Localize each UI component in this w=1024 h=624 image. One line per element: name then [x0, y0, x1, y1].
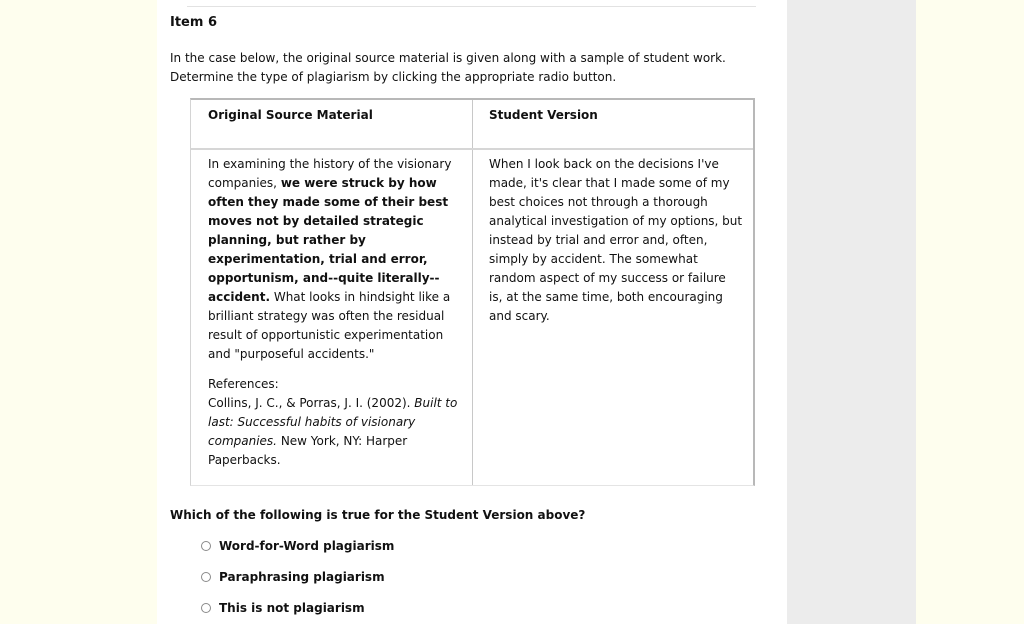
item-title: Item 6	[170, 15, 217, 30]
original-source-text	[208, 155, 460, 364]
instructions	[170, 49, 750, 87]
reference-publisher: New York, NY: Harper Paperbacks.	[208, 434, 408, 467]
question-text: Which of the following is true for the Student Version above?	[170, 508, 586, 522]
instructions-line-2: Determine the type of plagiarism by clicking the appropriate radio button.	[170, 70, 617, 84]
reference-citation	[208, 394, 460, 470]
original-text-emphasis: we were struck by how often they made some of their best moves not by detailed strategic planning, but rather by experimentation, trial and error, opportunism, and--quite literally--accident.	[208, 176, 449, 304]
references	[208, 375, 460, 470]
original-source-header: Original Source Material	[208, 108, 373, 122]
comparison-table	[190, 98, 755, 486]
original-text-conclusion: What looks in hindsight like a brilliant strategy was often the residual result of opportunistic experimentation and "purposeful accidents."	[208, 290, 451, 361]
option-not-plagiarism[interactable]	[201, 601, 365, 615]
radio-paraphrasing[interactable]	[201, 572, 211, 582]
radio-not-plagiarism[interactable]	[201, 603, 211, 613]
radio-word-for-word[interactable]	[201, 541, 211, 551]
instructions-line-1: In the case below, the original source material is given along with a sample of student work.	[170, 51, 726, 65]
top-divider	[187, 6, 756, 7]
column-divider	[472, 100, 473, 485]
student-version-text: When I look back on the decisions I've made, it's clear that I made some of my best choices not through a thorough analytical investigation of my options, but instead by trial and error and, often, simply by accident. The somewhat random aspect of my success or failure is, at the same time, both encouraging and scary.	[489, 157, 743, 323]
option-word-for-word[interactable]	[201, 539, 394, 553]
option-label[interactable]: Word-for-Word plagiarism	[219, 539, 395, 553]
option-paraphrasing[interactable]	[201, 570, 385, 584]
header-divider	[191, 148, 753, 150]
option-label[interactable]: This is not plagiarism	[219, 601, 365, 615]
option-label[interactable]: Paraphrasing plagiarism	[219, 570, 385, 584]
side-panel	[787, 0, 916, 624]
original-text-intro: In examining the history of the visionary companies,	[208, 157, 452, 190]
reference-title: Built to last: Successful habits of visionary companies.	[208, 396, 458, 448]
student-version-header: Student Version	[489, 108, 598, 122]
reference-authors: Collins, J. C., & Porras, J. I. (2002).	[208, 396, 415, 410]
references-label: References:	[208, 377, 279, 391]
main-content	[157, 0, 787, 624]
